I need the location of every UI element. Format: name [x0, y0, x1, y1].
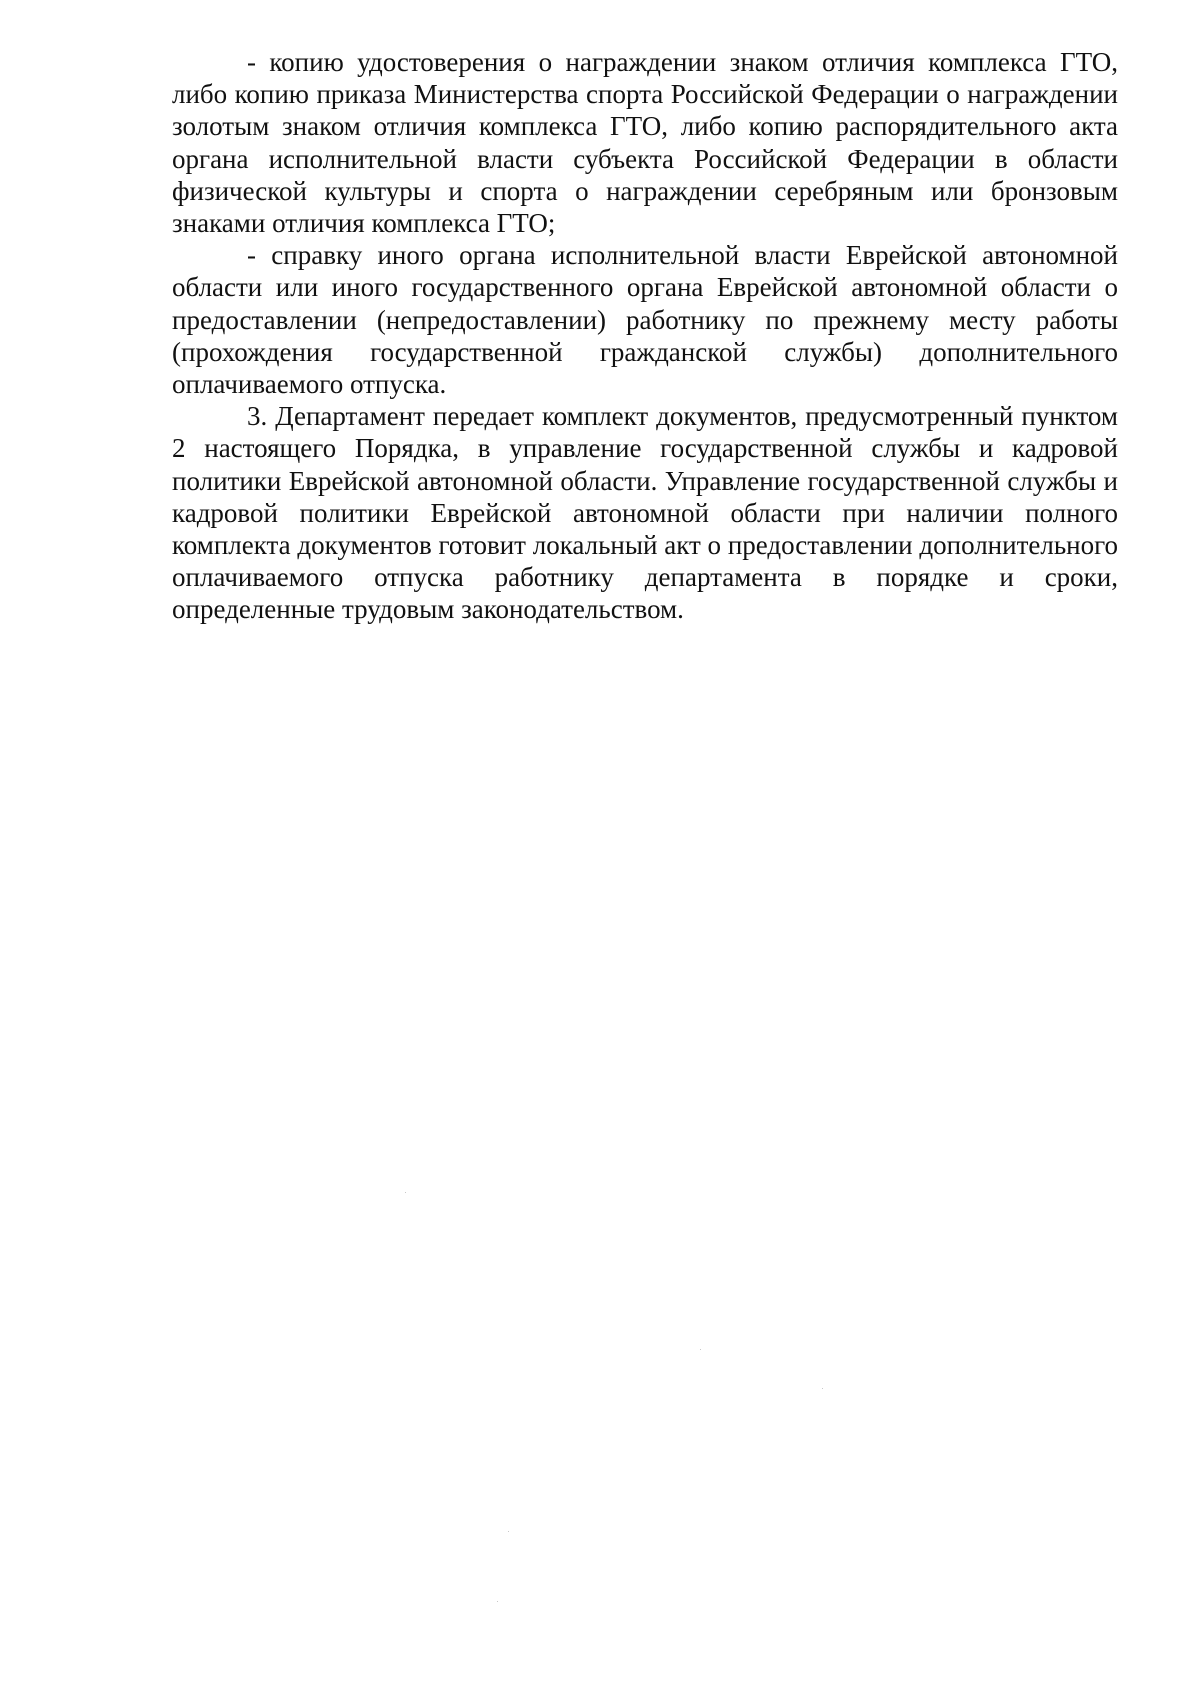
paragraph-gto-certificate: - копию удостоверения о награждении знаком отличия комплекса ГТО, либо копию приказа Министерства спорта Российской Федерации о награждении золотым знаком отличия комплекса ГТО, либо копию распорядительного акта органа исполнительной власти субъекта Российской Федерации в области физической культуры и спорта о награждении серебряным или бронзовым знаками отличия комплекса ГТО; [172, 47, 1118, 239]
paragraph-item-3: 3. Департамент передает комплект документов, предусмотренный пунктом 2 настоящего Порядка, в управление государственной службы и кадровой политики Еврейской автономной области. Управление государственной службы и кадровой политики Еврейской автономной области при наличии полного комплекта документов готовит локальный акт о предоставлении дополнительного оплачиваемого отпуска работнику департамента в порядке и сроки, определенные трудовым законодательством. [172, 401, 1118, 625]
scan-speck [822, 1388, 823, 1389]
paragraph-leave-certificate: - справку иного органа исполнительной власти Еврейской автономной области или иного государственного органа Еврейской автономной области о предоставлении (непредоставлении) работнику по прежнему месту работы (прохождения государственной гражданской службы) дополнительного оплачиваемого отпуска. [172, 240, 1118, 400]
scan-speck [508, 1531, 509, 1532]
scan-speck [405, 1192, 406, 1193]
scan-speck [497, 1601, 498, 1602]
scan-speck [700, 1349, 701, 1350]
document-body [172, 46, 1118, 626]
